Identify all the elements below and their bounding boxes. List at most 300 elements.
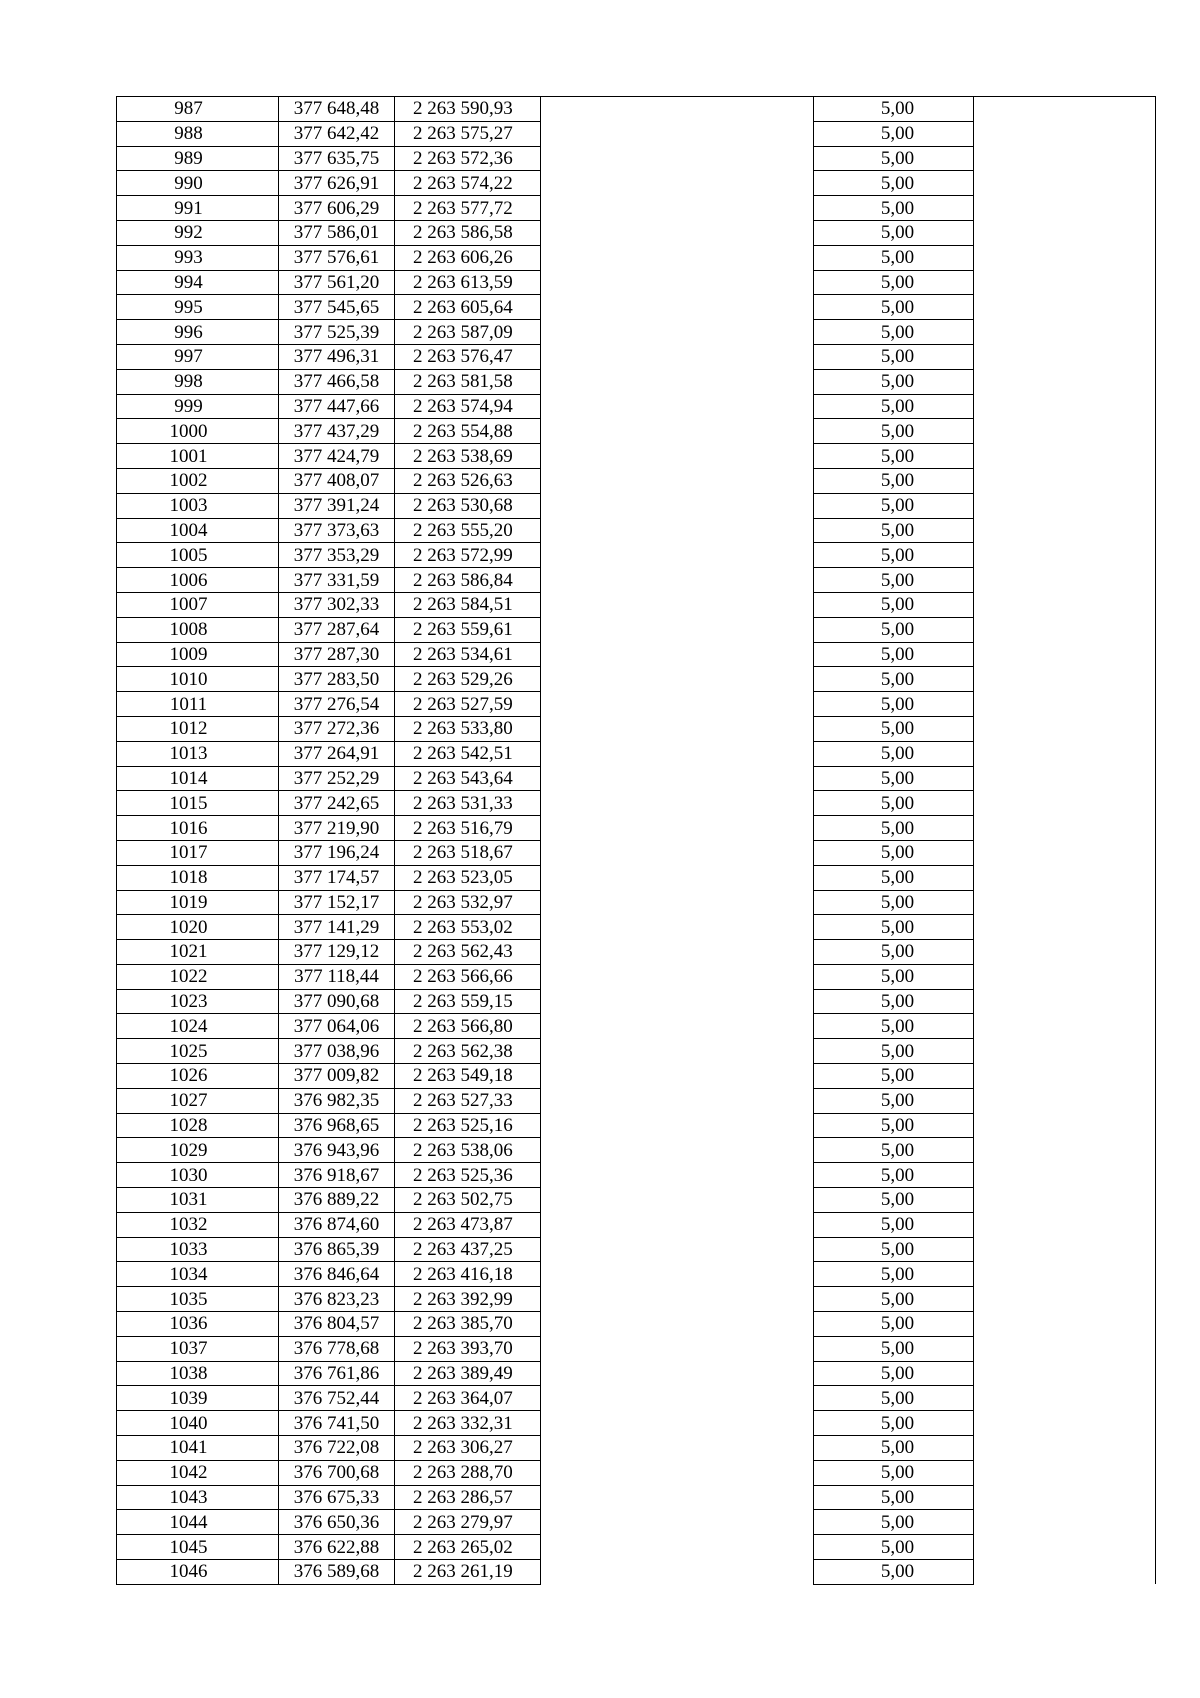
x-coordinate-cell: 376 889,22 (279, 1188, 395, 1213)
point-number-cell: 1033 (117, 1237, 279, 1262)
x-coordinate-cell: 377 141,29 (279, 915, 395, 940)
y-coordinate-cell: 2 263 562,43 (395, 940, 541, 965)
table-row (117, 171, 1156, 196)
note-cell (974, 1411, 1156, 1436)
empty-cell (541, 1312, 814, 1337)
table-body (117, 97, 1156, 1585)
point-number-cell: 989 (117, 146, 279, 171)
y-coordinate-cell: 2 263 577,72 (395, 196, 541, 221)
note-cell (974, 369, 1156, 394)
table-row (117, 642, 1156, 667)
empty-cell (541, 592, 814, 617)
x-coordinate-cell: 376 943,96 (279, 1138, 395, 1163)
note-cell (974, 865, 1156, 890)
table-row (117, 964, 1156, 989)
point-number-cell: 1021 (117, 940, 279, 965)
table-row (117, 270, 1156, 295)
y-coordinate-cell: 2 263 437,25 (395, 1237, 541, 1262)
empty-cell (541, 1560, 814, 1585)
point-number-cell: 1012 (117, 716, 279, 741)
point-number-cell: 1028 (117, 1113, 279, 1138)
table-row (117, 394, 1156, 419)
y-coordinate-cell: 2 263 575,27 (395, 121, 541, 146)
value-cell: 5,00 (814, 444, 974, 469)
y-coordinate-cell: 2 263 286,57 (395, 1485, 541, 1510)
x-coordinate-cell: 377 586,01 (279, 220, 395, 245)
note-cell (974, 1113, 1156, 1138)
point-number-cell: 1002 (117, 468, 279, 493)
x-coordinate-cell: 376 761,86 (279, 1361, 395, 1386)
y-coordinate-cell: 2 263 392,99 (395, 1287, 541, 1312)
value-cell: 5,00 (814, 369, 974, 394)
x-coordinate-cell: 377 038,96 (279, 1039, 395, 1064)
value-cell: 5,00 (814, 1361, 974, 1386)
x-coordinate-cell: 377 373,63 (279, 518, 395, 543)
note-cell (974, 543, 1156, 568)
value-cell: 5,00 (814, 1287, 974, 1312)
y-coordinate-cell: 2 263 613,59 (395, 270, 541, 295)
y-coordinate-cell: 2 263 527,33 (395, 1088, 541, 1113)
empty-cell (541, 1262, 814, 1287)
x-coordinate-cell: 377 090,68 (279, 989, 395, 1014)
table-row (117, 692, 1156, 717)
value-cell: 5,00 (814, 493, 974, 518)
note-cell (974, 394, 1156, 419)
point-number-cell: 1023 (117, 989, 279, 1014)
x-coordinate-cell: 377 009,82 (279, 1064, 395, 1089)
empty-cell (541, 568, 814, 593)
value-cell: 5,00 (814, 1535, 974, 1560)
empty-cell (541, 1386, 814, 1411)
point-number-cell: 1022 (117, 964, 279, 989)
table-row (117, 1411, 1156, 1436)
point-number-cell: 990 (117, 171, 279, 196)
empty-cell (541, 394, 814, 419)
empty-cell (541, 1411, 814, 1436)
x-coordinate-cell: 377 353,29 (279, 543, 395, 568)
empty-cell (541, 1535, 814, 1560)
table-row (117, 1237, 1156, 1262)
note-cell (974, 1386, 1156, 1411)
note-cell (974, 146, 1156, 171)
table-row (117, 741, 1156, 766)
point-number-cell: 1000 (117, 419, 279, 444)
note-cell (974, 766, 1156, 791)
empty-cell (541, 791, 814, 816)
note-cell (974, 1560, 1156, 1585)
point-number-cell: 991 (117, 196, 279, 221)
note-cell (974, 1485, 1156, 1510)
table-row (117, 121, 1156, 146)
x-coordinate-cell: 377 287,30 (279, 642, 395, 667)
note-cell (974, 97, 1156, 122)
note-cell (974, 295, 1156, 320)
table-row (117, 865, 1156, 890)
y-coordinate-cell: 2 263 576,47 (395, 344, 541, 369)
point-number-cell: 988 (117, 121, 279, 146)
empty-cell (541, 518, 814, 543)
y-coordinate-cell: 2 263 532,97 (395, 890, 541, 915)
table-row (117, 1212, 1156, 1237)
note-cell (974, 1510, 1156, 1535)
table-row (117, 1287, 1156, 1312)
value-cell: 5,00 (814, 1088, 974, 1113)
table-row (117, 1560, 1156, 1585)
point-number-cell: 1037 (117, 1336, 279, 1361)
y-coordinate-cell: 2 263 531,33 (395, 791, 541, 816)
empty-cell (541, 890, 814, 915)
value-cell: 5,00 (814, 964, 974, 989)
x-coordinate-cell: 377 466,58 (279, 369, 395, 394)
point-number-cell: 1029 (117, 1138, 279, 1163)
table-row (117, 989, 1156, 1014)
table-row (117, 1262, 1156, 1287)
x-coordinate-cell: 377 064,06 (279, 1014, 395, 1039)
empty-cell (541, 865, 814, 890)
note-cell (974, 741, 1156, 766)
x-coordinate-cell: 377 447,66 (279, 394, 395, 419)
point-number-cell: 1041 (117, 1436, 279, 1461)
empty-cell (541, 1237, 814, 1262)
value-cell: 5,00 (814, 518, 974, 543)
empty-cell (541, 964, 814, 989)
empty-cell (541, 1460, 814, 1485)
x-coordinate-cell: 377 408,07 (279, 468, 395, 493)
y-coordinate-cell: 2 263 288,70 (395, 1460, 541, 1485)
note-cell (974, 964, 1156, 989)
y-coordinate-cell: 2 263 543,64 (395, 766, 541, 791)
point-number-cell: 1031 (117, 1188, 279, 1213)
note-cell (974, 1237, 1156, 1262)
note-cell (974, 468, 1156, 493)
table-row (117, 1436, 1156, 1461)
empty-cell (541, 419, 814, 444)
table-row (117, 245, 1156, 270)
value-cell: 5,00 (814, 468, 974, 493)
empty-cell (541, 121, 814, 146)
point-number-cell: 1043 (117, 1485, 279, 1510)
empty-cell (541, 220, 814, 245)
empty-cell (541, 1485, 814, 1510)
empty-cell (541, 245, 814, 270)
value-cell: 5,00 (814, 245, 974, 270)
table-row (117, 940, 1156, 965)
note-cell (974, 1212, 1156, 1237)
point-number-cell: 1013 (117, 741, 279, 766)
note-cell (974, 716, 1156, 741)
empty-cell (541, 692, 814, 717)
y-coordinate-cell: 2 263 584,51 (395, 592, 541, 617)
y-coordinate-cell: 2 263 542,51 (395, 741, 541, 766)
table-row (117, 1510, 1156, 1535)
x-coordinate-cell: 377 252,29 (279, 766, 395, 791)
point-number-cell: 1046 (117, 1560, 279, 1585)
empty-cell (541, 1138, 814, 1163)
empty-cell (541, 840, 814, 865)
empty-cell (541, 716, 814, 741)
value-cell: 5,00 (814, 1386, 974, 1411)
point-number-cell: 992 (117, 220, 279, 245)
table-row (117, 369, 1156, 394)
value-cell: 5,00 (814, 716, 974, 741)
empty-cell (541, 1336, 814, 1361)
empty-cell (541, 146, 814, 171)
empty-cell (541, 617, 814, 642)
x-coordinate-cell: 377 424,79 (279, 444, 395, 469)
y-coordinate-cell: 2 263 265,02 (395, 1535, 541, 1560)
value-cell: 5,00 (814, 840, 974, 865)
y-coordinate-cell: 2 263 533,80 (395, 716, 541, 741)
y-coordinate-cell: 2 263 538,69 (395, 444, 541, 469)
x-coordinate-cell: 377 391,24 (279, 493, 395, 518)
value-cell: 5,00 (814, 1237, 974, 1262)
value-cell: 5,00 (814, 196, 974, 221)
point-number-cell: 1038 (117, 1361, 279, 1386)
y-coordinate-cell: 2 263 549,18 (395, 1064, 541, 1089)
x-coordinate-cell: 376 700,68 (279, 1460, 395, 1485)
point-number-cell: 997 (117, 344, 279, 369)
empty-cell (541, 989, 814, 1014)
coordinate-table-container (116, 96, 1155, 1585)
y-coordinate-cell: 2 263 525,36 (395, 1163, 541, 1188)
value-cell: 5,00 (814, 320, 974, 345)
note-cell (974, 419, 1156, 444)
empty-cell (541, 196, 814, 221)
x-coordinate-cell: 377 437,29 (279, 419, 395, 444)
x-coordinate-cell: 376 650,36 (279, 1510, 395, 1535)
note-cell (974, 667, 1156, 692)
empty-cell (541, 1361, 814, 1386)
y-coordinate-cell: 2 263 586,84 (395, 568, 541, 593)
value-cell: 5,00 (814, 915, 974, 940)
table-row (117, 146, 1156, 171)
empty-cell (541, 642, 814, 667)
point-number-cell: 1003 (117, 493, 279, 518)
note-cell (974, 1262, 1156, 1287)
empty-cell (541, 295, 814, 320)
x-coordinate-cell: 376 752,44 (279, 1386, 395, 1411)
y-coordinate-cell: 2 263 559,15 (395, 989, 541, 1014)
empty-cell (541, 270, 814, 295)
empty-cell (541, 1212, 814, 1237)
empty-cell (541, 1510, 814, 1535)
y-coordinate-cell: 2 263 306,27 (395, 1436, 541, 1461)
value-cell: 5,00 (814, 1460, 974, 1485)
table-row (117, 444, 1156, 469)
x-coordinate-cell: 377 635,75 (279, 146, 395, 171)
value-cell: 5,00 (814, 1014, 974, 1039)
table-row (117, 419, 1156, 444)
y-coordinate-cell: 2 263 572,36 (395, 146, 541, 171)
point-number-cell: 1044 (117, 1510, 279, 1535)
value-cell: 5,00 (814, 1188, 974, 1213)
x-coordinate-cell: 377 276,54 (279, 692, 395, 717)
point-number-cell: 1039 (117, 1386, 279, 1411)
point-number-cell: 999 (117, 394, 279, 419)
table-row (117, 220, 1156, 245)
empty-cell (541, 444, 814, 469)
table-row (117, 716, 1156, 741)
point-number-cell: 1018 (117, 865, 279, 890)
note-cell (974, 1312, 1156, 1337)
empty-cell (541, 493, 814, 518)
note-cell (974, 344, 1156, 369)
point-number-cell: 1035 (117, 1287, 279, 1312)
table-row (117, 791, 1156, 816)
value-cell: 5,00 (814, 344, 974, 369)
value-cell: 5,00 (814, 816, 974, 841)
x-coordinate-cell: 376 846,64 (279, 1262, 395, 1287)
x-coordinate-cell: 377 642,42 (279, 121, 395, 146)
point-number-cell: 1045 (117, 1535, 279, 1560)
value-cell: 5,00 (814, 890, 974, 915)
note-cell (974, 1188, 1156, 1213)
empty-cell (541, 667, 814, 692)
x-coordinate-cell: 376 741,50 (279, 1411, 395, 1436)
x-coordinate-cell: 376 622,88 (279, 1535, 395, 1560)
x-coordinate-cell: 377 606,29 (279, 196, 395, 221)
y-coordinate-cell: 2 263 526,63 (395, 468, 541, 493)
table-row (117, 1014, 1156, 1039)
point-number-cell: 1008 (117, 617, 279, 642)
note-cell (974, 617, 1156, 642)
x-coordinate-cell: 376 804,57 (279, 1312, 395, 1337)
y-coordinate-cell: 2 263 473,87 (395, 1212, 541, 1237)
table-row (117, 667, 1156, 692)
note-cell (974, 1138, 1156, 1163)
point-number-cell: 1005 (117, 543, 279, 568)
value-cell: 5,00 (814, 1485, 974, 1510)
table-row (117, 890, 1156, 915)
point-number-cell: 1010 (117, 667, 279, 692)
table-row (117, 1064, 1156, 1089)
table-row (117, 1312, 1156, 1337)
x-coordinate-cell: 376 968,65 (279, 1113, 395, 1138)
value-cell: 5,00 (814, 394, 974, 419)
table-row (117, 518, 1156, 543)
table-row (117, 1361, 1156, 1386)
table-row (117, 1113, 1156, 1138)
note-cell (974, 940, 1156, 965)
x-coordinate-cell: 377 302,33 (279, 592, 395, 617)
x-coordinate-cell: 377 525,39 (279, 320, 395, 345)
y-coordinate-cell: 2 263 574,22 (395, 171, 541, 196)
y-coordinate-cell: 2 263 587,09 (395, 320, 541, 345)
empty-cell (541, 171, 814, 196)
note-cell (974, 171, 1156, 196)
value-cell: 5,00 (814, 121, 974, 146)
value-cell: 5,00 (814, 270, 974, 295)
value-cell: 5,00 (814, 1336, 974, 1361)
y-coordinate-cell: 2 263 393,70 (395, 1336, 541, 1361)
y-coordinate-cell: 2 263 566,80 (395, 1014, 541, 1039)
value-cell: 5,00 (814, 667, 974, 692)
note-cell (974, 1064, 1156, 1089)
x-coordinate-cell: 376 823,23 (279, 1287, 395, 1312)
point-number-cell: 1007 (117, 592, 279, 617)
x-coordinate-cell: 377 152,17 (279, 890, 395, 915)
y-coordinate-cell: 2 263 554,88 (395, 419, 541, 444)
value-cell: 5,00 (814, 1138, 974, 1163)
x-coordinate-cell: 377 496,31 (279, 344, 395, 369)
y-coordinate-cell: 2 263 605,64 (395, 295, 541, 320)
point-number-cell: 1015 (117, 791, 279, 816)
empty-cell (541, 1188, 814, 1213)
y-coordinate-cell: 2 263 523,05 (395, 865, 541, 890)
y-coordinate-cell: 2 263 590,93 (395, 97, 541, 122)
note-cell (974, 989, 1156, 1014)
empty-cell (541, 369, 814, 394)
x-coordinate-cell: 377 196,24 (279, 840, 395, 865)
value-cell: 5,00 (814, 171, 974, 196)
value-cell: 5,00 (814, 97, 974, 122)
note-cell (974, 568, 1156, 593)
note-cell (974, 220, 1156, 245)
note-cell (974, 245, 1156, 270)
empty-cell (541, 1014, 814, 1039)
x-coordinate-cell: 376 675,33 (279, 1485, 395, 1510)
y-coordinate-cell: 2 263 518,67 (395, 840, 541, 865)
y-coordinate-cell: 2 263 586,58 (395, 220, 541, 245)
table-row (117, 592, 1156, 617)
table-row (117, 493, 1156, 518)
value-cell: 5,00 (814, 568, 974, 593)
x-coordinate-cell: 376 778,68 (279, 1336, 395, 1361)
empty-cell (541, 1088, 814, 1113)
value-cell: 5,00 (814, 642, 974, 667)
empty-cell (541, 97, 814, 122)
y-coordinate-cell: 2 263 364,07 (395, 1386, 541, 1411)
note-cell (974, 1436, 1156, 1461)
table-row (117, 840, 1156, 865)
note-cell (974, 1336, 1156, 1361)
table-row (117, 1485, 1156, 1510)
x-coordinate-cell: 377 264,91 (279, 741, 395, 766)
note-cell (974, 816, 1156, 841)
empty-cell (541, 915, 814, 940)
y-coordinate-cell: 2 263 389,49 (395, 1361, 541, 1386)
x-coordinate-cell: 377 242,65 (279, 791, 395, 816)
note-cell (974, 890, 1156, 915)
y-coordinate-cell: 2 263 416,18 (395, 1262, 541, 1287)
table-row (117, 1088, 1156, 1113)
value-cell: 5,00 (814, 295, 974, 320)
empty-cell (541, 1436, 814, 1461)
note-cell (974, 1361, 1156, 1386)
point-number-cell: 1014 (117, 766, 279, 791)
x-coordinate-cell: 377 545,65 (279, 295, 395, 320)
table-row (117, 97, 1156, 122)
table-row (117, 543, 1156, 568)
y-coordinate-cell: 2 263 527,59 (395, 692, 541, 717)
table-row (117, 915, 1156, 940)
value-cell: 5,00 (814, 940, 974, 965)
note-cell (974, 1287, 1156, 1312)
x-coordinate-cell: 377 331,59 (279, 568, 395, 593)
y-coordinate-cell: 2 263 566,66 (395, 964, 541, 989)
point-number-cell: 1034 (117, 1262, 279, 1287)
note-cell (974, 196, 1156, 221)
y-coordinate-cell: 2 263 530,68 (395, 493, 541, 518)
empty-cell (541, 816, 814, 841)
x-coordinate-cell: 377 174,57 (279, 865, 395, 890)
empty-cell (541, 320, 814, 345)
point-number-cell: 1030 (117, 1163, 279, 1188)
note-cell (974, 692, 1156, 717)
value-cell: 5,00 (814, 543, 974, 568)
y-coordinate-cell: 2 263 572,99 (395, 543, 541, 568)
value-cell: 5,00 (814, 1113, 974, 1138)
